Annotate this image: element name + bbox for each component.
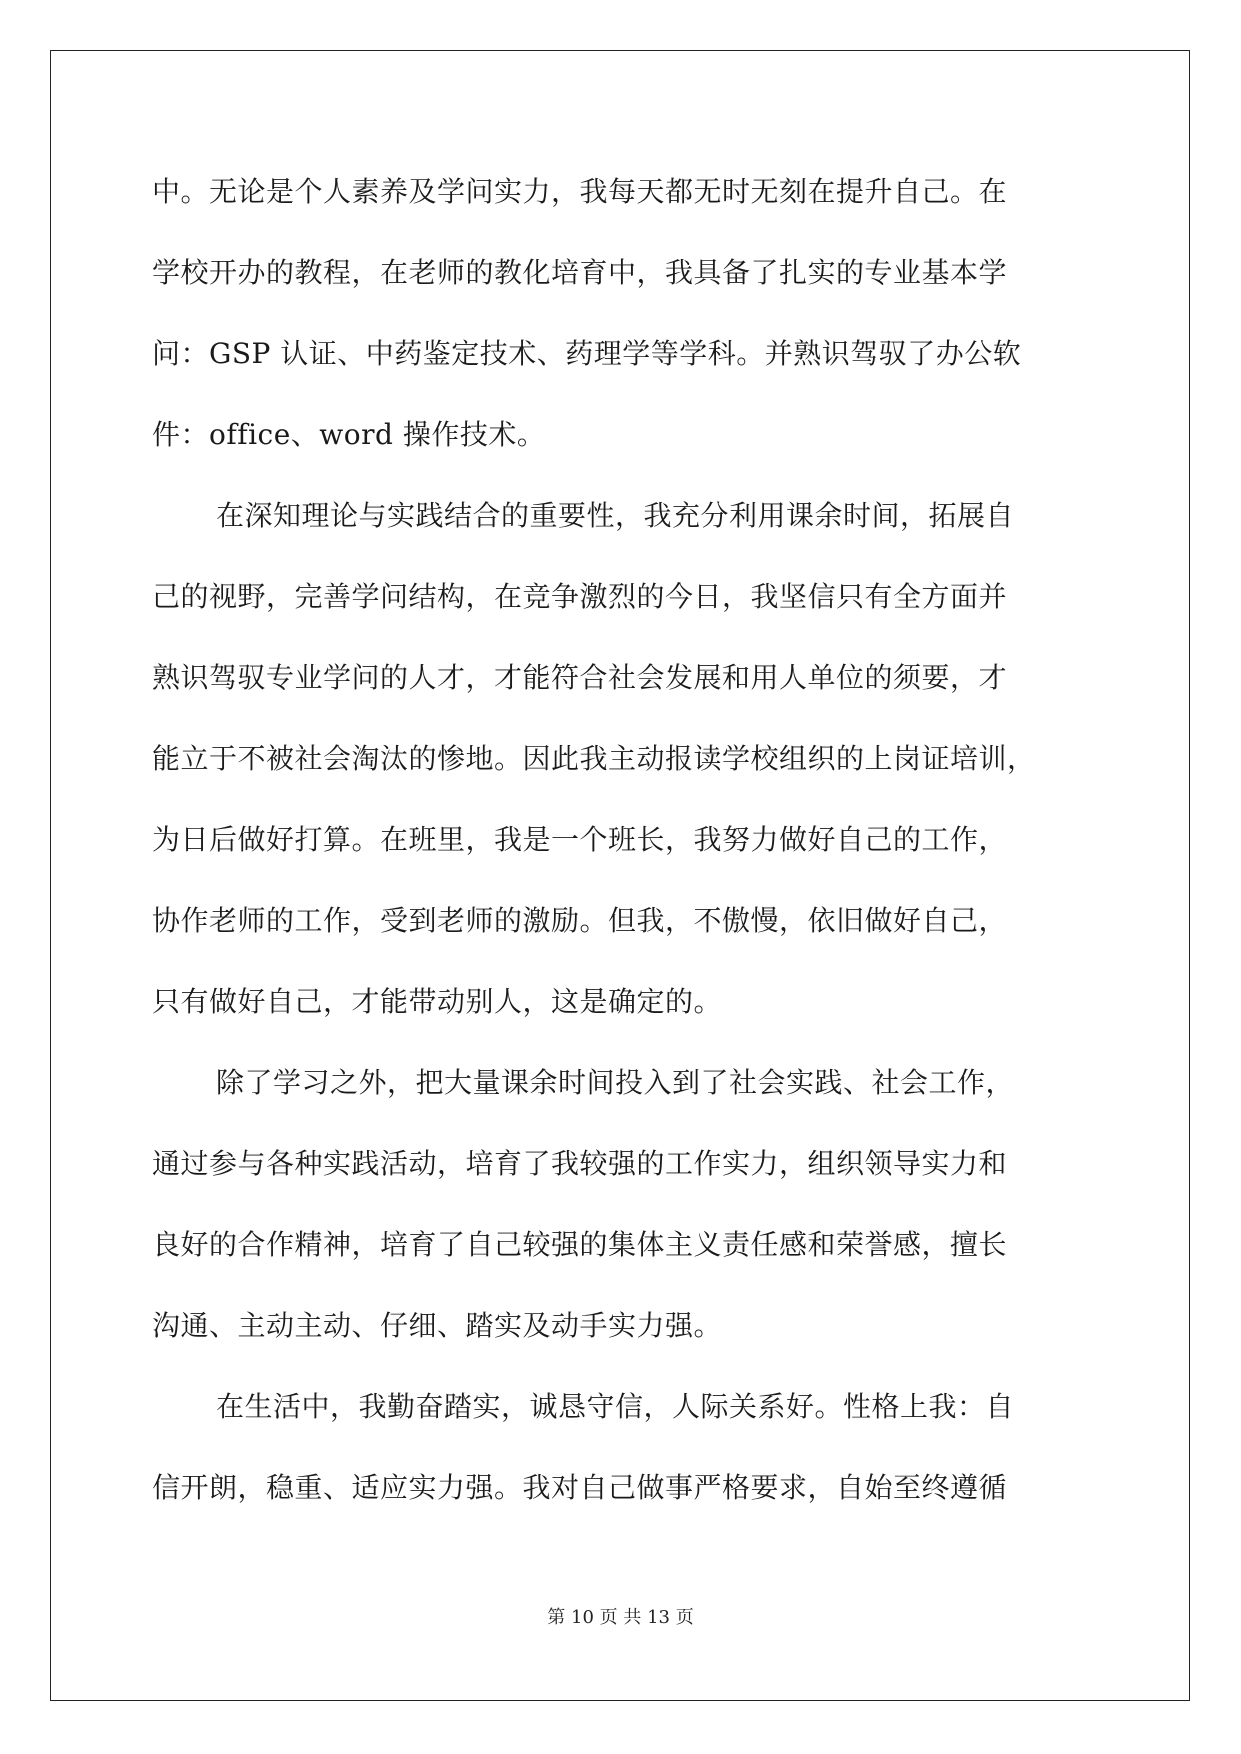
text-line: 能立于不被社会淘汰的惨地。因此我主动报读学校组织的上岗证培训， xyxy=(152,742,1036,775)
text-line: 熟识驾驭专业学问的人才，才能符合社会发展和用人单位的须要，才 xyxy=(152,661,1008,694)
text-line: 沟通、主动主动、仔细、踏实及动手实力强。 xyxy=(152,1309,723,1342)
text-line: 通过参与各种实践活动，培育了我较强的工作实力，组织领导实力和 xyxy=(152,1147,1008,1180)
text-line: 件：office、word 操作技术。 xyxy=(152,418,546,451)
text-line: 只有做好自己，才能带动别人，这是确定的。 xyxy=(152,985,723,1018)
document-body xyxy=(152,165,1092,1542)
text-line: 协作老师的工作，受到老师的激励。但我，不傲慢，依旧做好自己， xyxy=(152,904,1008,937)
text-line: 学校开办的教程，在老师的教化培育中，我具备了扎实的专业基本学 xyxy=(152,256,1008,289)
text-line: 为日后做好打算。在班里，我是一个班长，我努力做好自己的工作， xyxy=(152,823,1008,856)
paragraph-start-line: 在生活中，我勤奋踏实，诚恳守信，人际关系好。性格上我：自 xyxy=(216,1390,1015,1423)
paragraph-start-line: 除了学习之外，把大量课余时间投入到了社会实践、社会工作， xyxy=(216,1066,1015,1099)
page-number-footer: 第 10 页 共 13 页 xyxy=(547,1607,694,1628)
text-line: 中。无论是个人素养及学问实力，我每天都无时无刻在提升自己。在 xyxy=(152,175,1008,208)
text-line: 己的视野，完善学问结构，在竞争激烈的今日，我坚信只有全方面并 xyxy=(152,580,1008,613)
text-line: 信开朗，稳重、适应实力强。我对自己做事严格要求，自始至终遵循 xyxy=(152,1471,1008,1504)
text-line: 良好的合作精神，培育了自己较强的集体主义责任感和荣誉感，擅长 xyxy=(152,1228,1008,1261)
text-line: 问：GSP 认证、中药鉴定技术、药理学等学科。并熟识驾驭了办公软 xyxy=(152,337,1022,370)
paragraph-start-line: 在深知理论与实践结合的重要性，我充分利用课余时间，拓展自 xyxy=(216,499,1015,532)
